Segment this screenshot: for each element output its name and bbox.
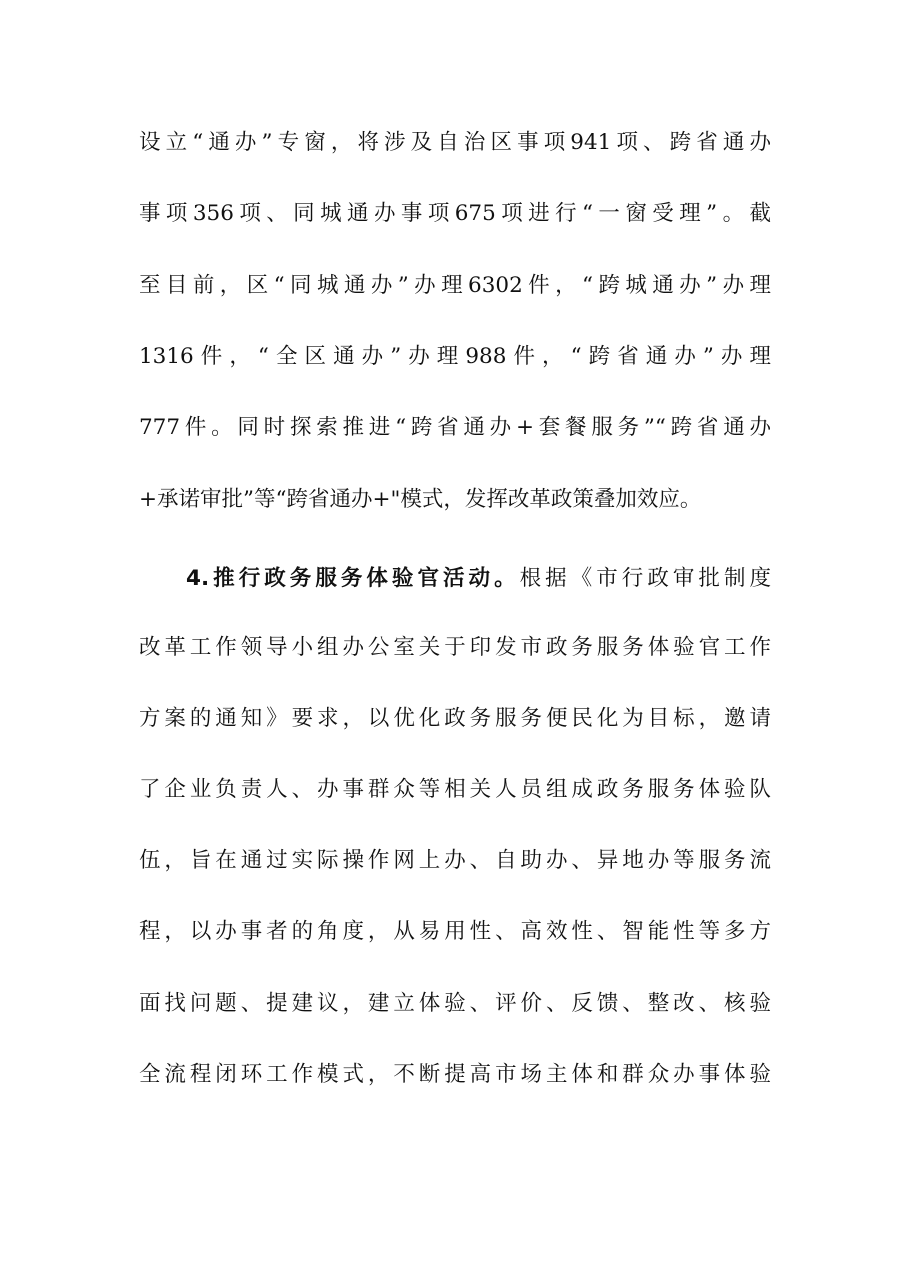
paragraph-2-line-7: 面找问题、提建议，建立体验、评价、反馈、整改、核验 <box>139 991 771 1016</box>
section-heading: 4.推行政务服务体验官活动。 <box>186 566 520 591</box>
paragraph-1-line-2: 事项356项、同城通办事项675项进行“一窗受理”。截 <box>139 201 771 226</box>
paragraph-1-line-1: 设立“通办”专窗，将涉及自治区事项941项、跨省通办 <box>139 130 771 155</box>
paragraph-2-line-8: 全流程闭环工作模式，不断提高市场主体和群众办事体验 <box>139 1062 771 1087</box>
paragraph-1-line-4: 1316件，“全区通办”办理988件，“跨省通办”办理 <box>139 344 771 369</box>
paragraph-1-line-5: 777件。同时探索推进“跨省通办+套餐服务”“跨省通办 <box>139 415 771 440</box>
paragraph-2-line-2: 改革工作领导小组办公室关于印发市政务服务体验官工作 <box>139 635 771 660</box>
paragraph-2-line-1 <box>186 561 771 597</box>
paragraph-1-line-3: 至目前，区“同城通办”办理6302件，“跨城通办”办理 <box>139 273 771 298</box>
paragraph-2-line-3: 方案的通知》要求，以优化政务服务便民化为目标，邀请 <box>139 706 771 731</box>
paragraph-2-line-6: 程，以办事者的角度，从易用性、高效性、智能性等多方 <box>139 919 771 944</box>
paragraph-1-line-6: +承诺审批”等“跨省通办+"模式，发挥改革政策叠加效应。 <box>139 487 702 512</box>
paragraph-2-line-5: 伍，旨在通过实际操作网上办、自助办、异地办等服务流 <box>139 848 771 873</box>
paragraph-2-first-line-text: 根据《市行政审批制度 <box>519 566 771 591</box>
paragraph-2-line-4: 了企业负责人、办事群众等相关人员组成政务服务体验队 <box>139 777 771 802</box>
